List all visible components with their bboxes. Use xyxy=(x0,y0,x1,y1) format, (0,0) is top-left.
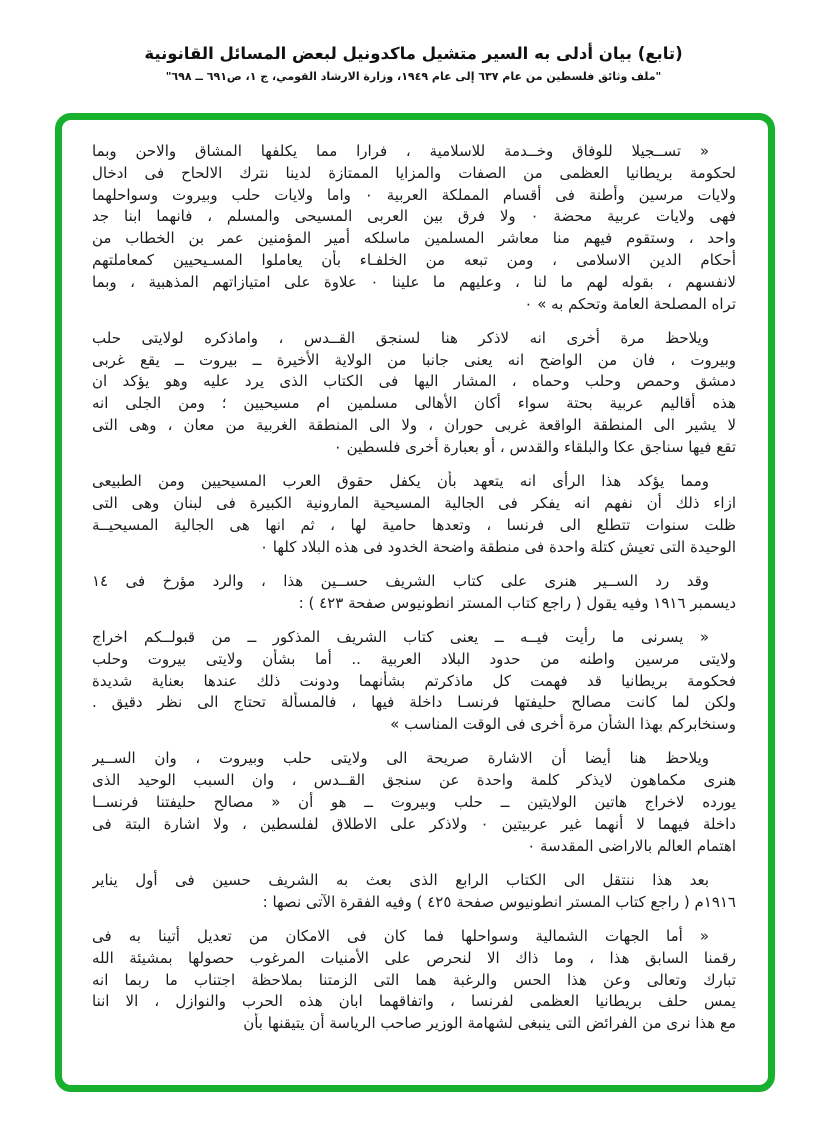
paragraph xyxy=(92,926,736,1035)
text-line: واحد ، وستقوم فيهم منا معاشر المسلمين ماسلكه أمير المؤمنين عمر بن الخطاب من xyxy=(92,229,736,248)
green-border-frame xyxy=(55,113,775,1092)
text-line: تبارك وتعالى وعن هذا الحس والرغبة هما التى الزمتنا بملاحظة اجتناب ما ربما انه xyxy=(92,970,736,989)
text-line: بعد هذا ننتقل الى الكتاب الرابع الذى بعث به الشريف حسين فى أول يناير xyxy=(92,870,709,889)
text-line: تراه المصلحة العامة وتحكم به » ٠ xyxy=(524,294,736,313)
paragraph xyxy=(92,748,736,857)
text-line: ظلت سنوات تتطلع الى فرنسا ، وتعدها حامية لها ، ثم انها هى الجالية المسيحيــة xyxy=(92,515,736,534)
document-title: (تابع) بيان أدلى به السير متشيل ماكدونيل لبعض المسائل القانونية xyxy=(144,44,683,63)
text-line: تقع فيها سناجق عكا والبلقاء والقدس ، أو بعبارة أخرى فلسطين ٠ xyxy=(333,437,736,456)
text-line: اهتمام العالم بالاراضى المقدسة ٠ xyxy=(527,836,736,855)
text-line: « يسرنى ما رأيت فيــه ــ يعنى كتاب الشريف المذكور ــ من قبولــكم اخراج xyxy=(92,627,709,646)
text-line: ١٩١٦م ( راجع كتاب المستر انطونيوس صفحة ٤٢٥ ) وفيه الفقرة الآتى نصها : xyxy=(262,892,736,911)
text-line: ولكن لما كانت مصالح حليفتها فرنسـا داخلة فيها ، فالمسألة تحتاج الى نظر دقيق . xyxy=(92,693,736,712)
text-line: رقمنا السابق هذا ، وما ذاك الا لنحرص على الأمنيات المرغوب حصولها بمشيئة الله xyxy=(92,948,736,967)
text-line: ولايتى مرسين واطنه من حدود البلاد العربية .. أما بشأن ولايتى بيروت وحلب xyxy=(92,649,736,668)
page-header xyxy=(0,0,827,83)
paragraph xyxy=(92,571,736,615)
text-line: هذه أقاليم عربية بحتة سواء أكان الأهالى مسلمين ام مسيحيين ؛ ومن الجلى انه xyxy=(92,394,736,413)
text-line: هنرى مكماهون لايذكر كلمة واحدة عن سنجق القــدس ، وان السبب الوحيد الذى xyxy=(92,771,736,790)
text-line: أحكام الدين الاسلامى ، ومن تبعه من الخلفـاء بأن يعاملوا المسـيحيين كمعاملتهم xyxy=(92,250,736,269)
text-line: فحكومة بريطانيا قد فهمت كل ماذكرتم بشأنهما ودونت ذلك عندها بعناية شديدة xyxy=(92,671,736,690)
paragraph xyxy=(92,471,736,558)
paragraph xyxy=(92,627,736,736)
text-line: يورده لاخراج هاتين الولايتين ــ حلب وبيروت ــ هو أن « مصالح حليفتنا فرنســا xyxy=(92,793,736,812)
text-line: دمشق وحمص وحلب وحماه ، المشار اليها فى الكتاب الذى يرد عليه وهو يؤكد ان xyxy=(92,372,736,391)
text-line: الوحيدة التى تعيش كتلة واحدة فى منطقة واضحة الخدود فى هذه البلاد كلها ٠ xyxy=(259,537,736,556)
document-body xyxy=(62,120,768,1035)
paragraph xyxy=(92,141,736,315)
text-line: ولايات مرسين وأطنة فى أقسام المملكة العربية ٠ واما ولايات حلب وبيروت وسواحلهما xyxy=(92,185,736,204)
document-source-citation: "ملف وثائق فلسطين من عام ٦٣٧ إلى عام ١٩٤٩، وزارة الارشاد القومي، ج ١، ص٦٩١ ــ ٦٩٨" xyxy=(165,70,662,83)
text-line: فهى ولايات عربية محضة ٠ ولا فرق بين العربى المسيحى والمسلم ، فانهما ابنا جد xyxy=(92,207,736,226)
text-line: ويلاحظ مرة أخرى انه لاذكر هنا لسنجق القــدس ، واماذكره لولايتى حلب xyxy=(92,328,709,347)
text-line: « تســجيلا للوفاق وخــدمة للاسلامية ، فرارا مما يكلفها المشاق والاحن وبما xyxy=(92,142,709,160)
text-line: لانفسهم ، بقوله لهم ما لنا ، وعليهم ما علينا ٠ علاوة على امتيازاتهم المذهبية ، وبما xyxy=(92,272,736,291)
text-line: داخلة فيهما لا أنهما غير عربيتين ٠ ولاذكر على الاطلاق لفلسطين ، ولا اشارة البتة فى xyxy=(92,814,736,833)
text-line: ويلاحظ هنا أيضا أن الاشارة صريحة الى ولايتى حلب وبيروت ، وان الســير xyxy=(92,749,709,768)
text-line: ومما يؤكد هذا الرأى انه يتعهد بأن يكفل حقوق العرب المسيحيين ومن الطبيعى xyxy=(92,472,709,491)
text-line: « أما الجهات الشمالية وسواحلها فما كان فى الامكان من تعديل أتينا به فى xyxy=(92,927,709,945)
text-line: مع هذا نرى من الفرائض التى ينبغى لشهامة الوزير صاحب الرياسة أن يتيقنها بأن xyxy=(243,1014,736,1033)
text-line: لحكومة بريطانيا العظمى من الصفات والمزايا الممتازة لدينا نترك الالحاح فى ادخال xyxy=(92,163,736,182)
text-line: يمس حلف بريطانيا العظمى لفرنسا ، واتفاقهما ابان هذه الحرب والنوازل ، الا اننا xyxy=(92,992,736,1011)
text-line: لا يشير الى المنطقة الواقعة غربى حوران ، ولا الى المنطقة الغربية من معان ، وهى التى xyxy=(92,416,736,435)
paragraph xyxy=(92,870,736,914)
text-line: وسنخابركم بهذا الشأن مرة أخرى فى الوقت المناسب » xyxy=(390,715,736,734)
paragraph xyxy=(92,328,736,459)
text-line: ازاء ذلك أن نفهم انه يفكر فى الجالية المسيحية المارونية الكبيرة فى لبنان وهى التى xyxy=(92,493,736,512)
text-line: ديسمبر ١٩١٦ وفيه يقول ( راجع كتاب المستر انطونيوس صفحة ٤٢٣ ) : xyxy=(298,593,736,612)
text-line: وبيروت ، فان من الواضح انه يعنى جانبا من الولاية الأخيرة ــ بيروت ــ يقع غربى xyxy=(92,350,736,369)
text-line: وقد رد الســير هنرى على كتاب الشريف حســين هذا ، والرد مؤرخ فى ١٤ xyxy=(92,571,709,590)
